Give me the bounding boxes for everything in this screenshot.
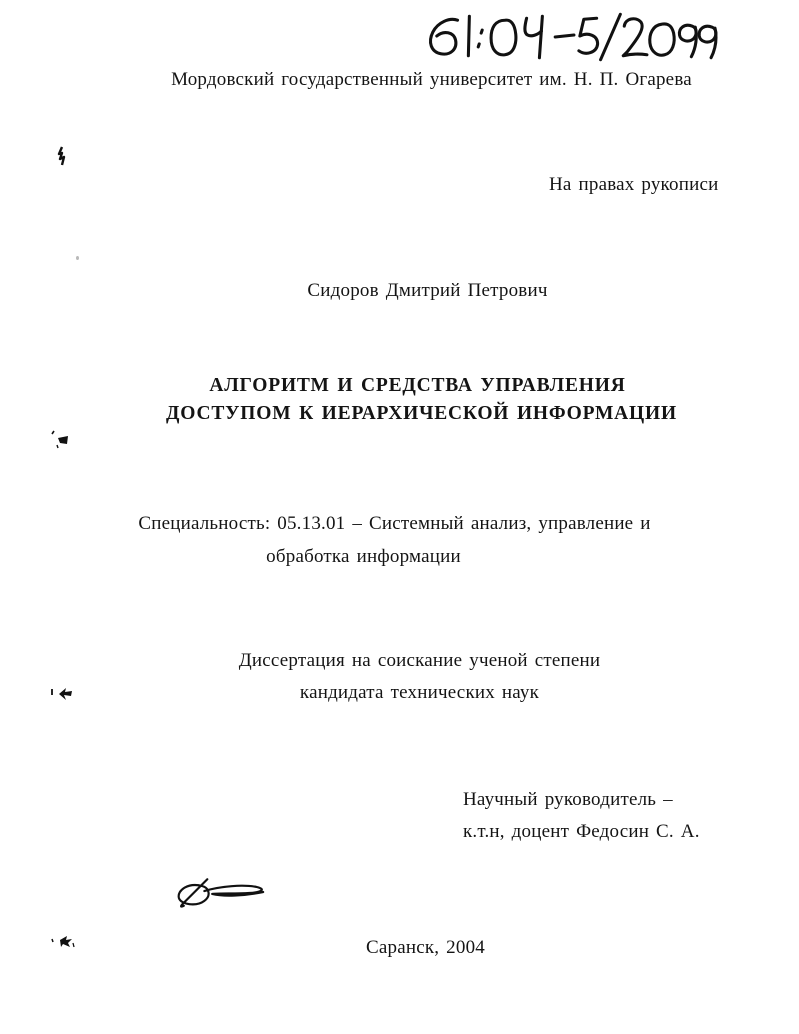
city-year: Саранск, 2004 [366,937,485,958]
specialty-line1: Специальность: 05.13.01 – Системный анализ, управление и [138,513,651,534]
dissertation-title-line1: АЛГОРИТМ И СРЕДСТВА УПРАВЛЕНИЯ [209,375,626,396]
dissertation-title-line2: ДОСТУПОМ К ИЕРАРХИЧЕСКОЙ ИНФОРМАЦИИ [166,403,677,424]
degree-line1: Диссертация на соискание ученой степени [238,650,601,671]
advisor-line2: к.т.н, доцент Федосин С. А. [463,821,700,842]
advisor-block [463,784,700,848]
scan-artifact-icon [50,430,72,450]
author-name: Сидоров Дмитрий Петрович [307,280,548,301]
scan-speck [76,256,79,260]
advisor-line1: Научный руководитель – [463,789,673,810]
scan-artifact-icon [54,146,68,166]
university-name: Мордовский государственный университет им. Н. П. Огарева [171,69,692,90]
signature [173,876,271,910]
scan-artifact-icon [50,686,74,702]
handwritten-catalog-number [422,12,718,62]
degree-line2: кандидата технических наук [299,682,540,703]
manuscript-note: На правах рукописи [549,174,719,195]
specialty-line2: обработка информации [266,546,461,567]
